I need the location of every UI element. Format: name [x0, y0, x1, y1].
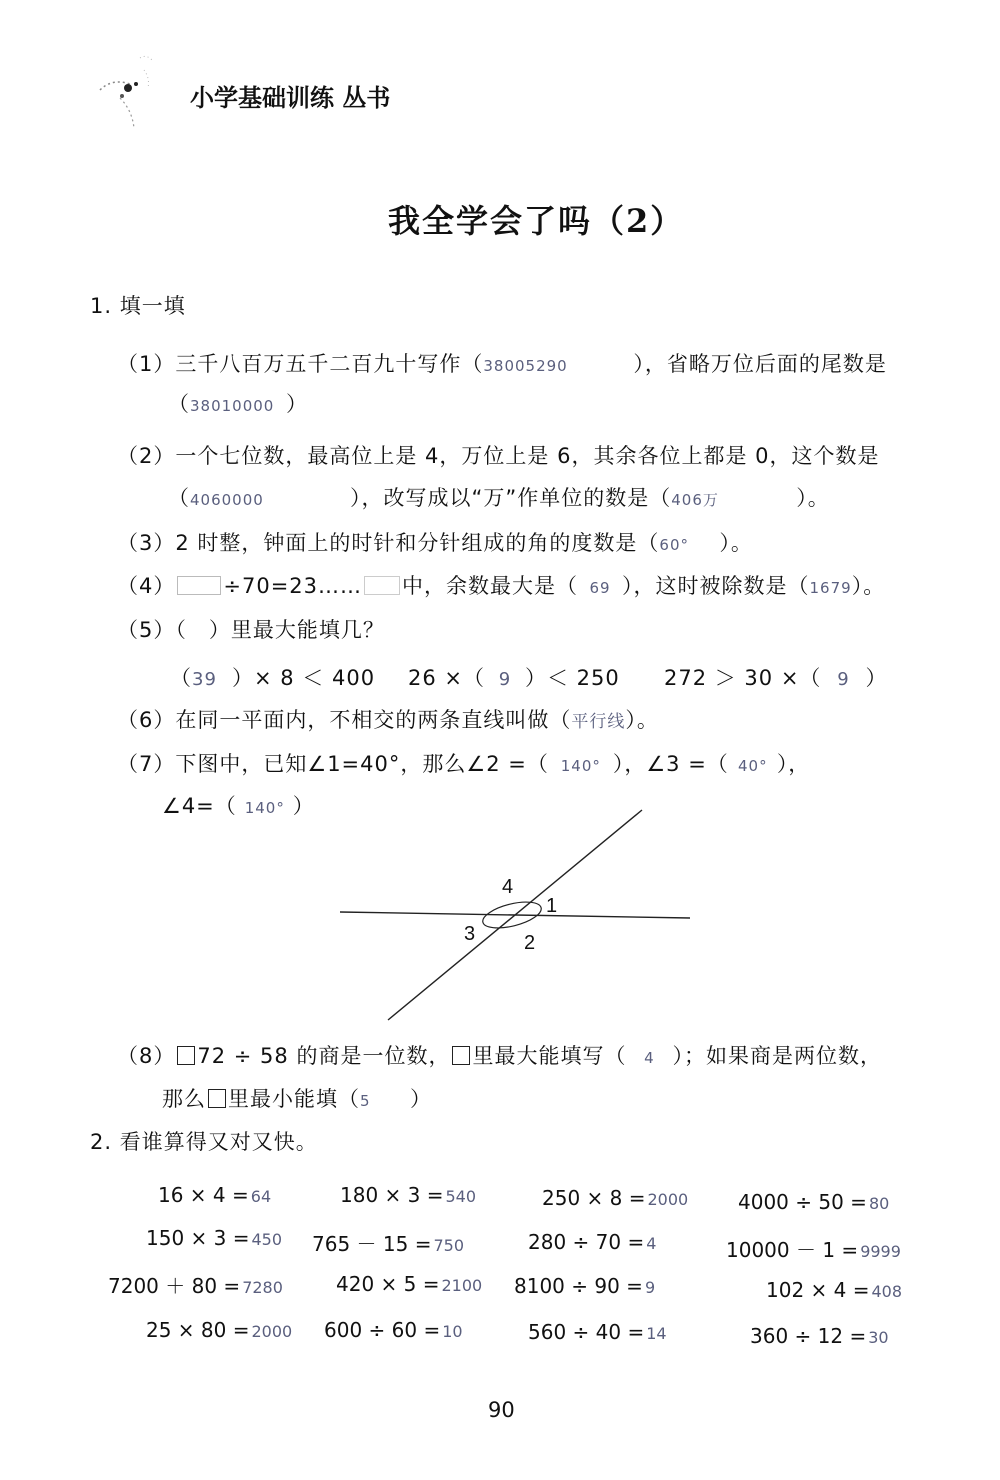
page-title: 我全学会了吗（2） [388, 202, 685, 240]
question-5-item-2: 26 ×（ 9 ）＜ 250 [408, 666, 620, 690]
blank-box [177, 576, 221, 595]
calc-item: 600 ÷ 60 = 10 [324, 1318, 463, 1342]
calc-item: 102 × 4 = 408 [766, 1278, 903, 1302]
calc-item: 360 ÷ 12 = 30 [750, 1324, 889, 1348]
question-1-line2: （38010000 ） [168, 392, 308, 416]
blank-box [364, 576, 400, 595]
calc-item: 180 × 3 = 540 [340, 1183, 477, 1207]
question-2-line2: （4060000 ），改写成以“万”作单位的数是（406万 ）。 [168, 486, 830, 510]
calc-item: 10000 － 1 = 9999 [726, 1238, 901, 1262]
series-title: 小学基础训练 丛书 [190, 83, 391, 112]
question-5-item-3: 272 ＞ 30 ×（ 9 ） [664, 666, 888, 690]
series-logo-icon [92, 48, 162, 138]
question-2-line1: （2）一个七位数，最高位上是 4，万位上是 6，其余各位上都是 0，这个数是 [117, 444, 880, 468]
question-3: （3）2 时整，钟面上的时针和分针组成的角的度数是（60° ）。 [117, 531, 753, 555]
calc-item: 420 × 5 = 2100 [336, 1272, 483, 1296]
calc-item: 25 × 80 = 2000 [146, 1318, 293, 1342]
question-5-item-1: （39 ）× 8 ＜ 400 [170, 666, 376, 690]
section2-heading: 2. 看谁算得又对又快。 [90, 1130, 318, 1154]
calc-item: 280 ÷ 70 = 4 [528, 1230, 657, 1254]
calc-item: 16 × 4 = 64 [158, 1183, 272, 1207]
question-7-line1: （7）下图中，已知∠1=40°，那么∠2 =（ 140° ），∠3 =（ 40° ）， [117, 752, 811, 776]
calc-item: 560 ÷ 40 = 14 [528, 1320, 667, 1344]
question-8-line2: 那么 里最小能填（5 ） [162, 1087, 432, 1111]
question-7-line2: ∠4=（ 140° ） [162, 794, 315, 818]
question-5: （5）（ ）里最大能填几？ [117, 618, 385, 642]
calc-item: 7200 ＋ 80 = 7280 [108, 1274, 283, 1298]
angle-label-4: 4 [502, 876, 514, 898]
question-8-line1: （8） 72 ÷ 58 的商是一位数， 里最大能填写（ 4 ）；如果商是两位数， [117, 1044, 882, 1068]
question-1-line1: （1）三千八百万五千二百九十写作（38005290 ），省略万位后面的尾数是 [117, 352, 887, 376]
calc-item: 4000 ÷ 50 = 80 [738, 1190, 890, 1214]
angle-label-1: 1 [546, 895, 558, 917]
angle-diagram [330, 800, 700, 1030]
page-number: 90 [488, 1398, 515, 1422]
question-4: （4） ÷70=23…… 中，余数最大是（ 69 ），这时被除数是（1679）。 [117, 574, 886, 598]
question-6: （6）在同一平面内，不相交的两条直线叫做（平行线）。 [117, 708, 659, 732]
calc-item: 250 × 8 = 2000 [542, 1186, 689, 1210]
calc-item: 8100 ÷ 90 = 9 [514, 1274, 656, 1298]
blank-box [208, 1089, 226, 1108]
calc-item: 150 × 3 = 450 [146, 1226, 283, 1250]
calc-item: 765 － 15 = 750 [312, 1232, 464, 1256]
blank-box [452, 1046, 470, 1065]
section1-heading: 1. 填一填 [90, 294, 186, 318]
slanted-line [388, 810, 642, 1020]
angle-label-3: 3 [464, 923, 476, 945]
blank-box [177, 1046, 195, 1065]
angle-label-2: 2 [524, 932, 536, 954]
